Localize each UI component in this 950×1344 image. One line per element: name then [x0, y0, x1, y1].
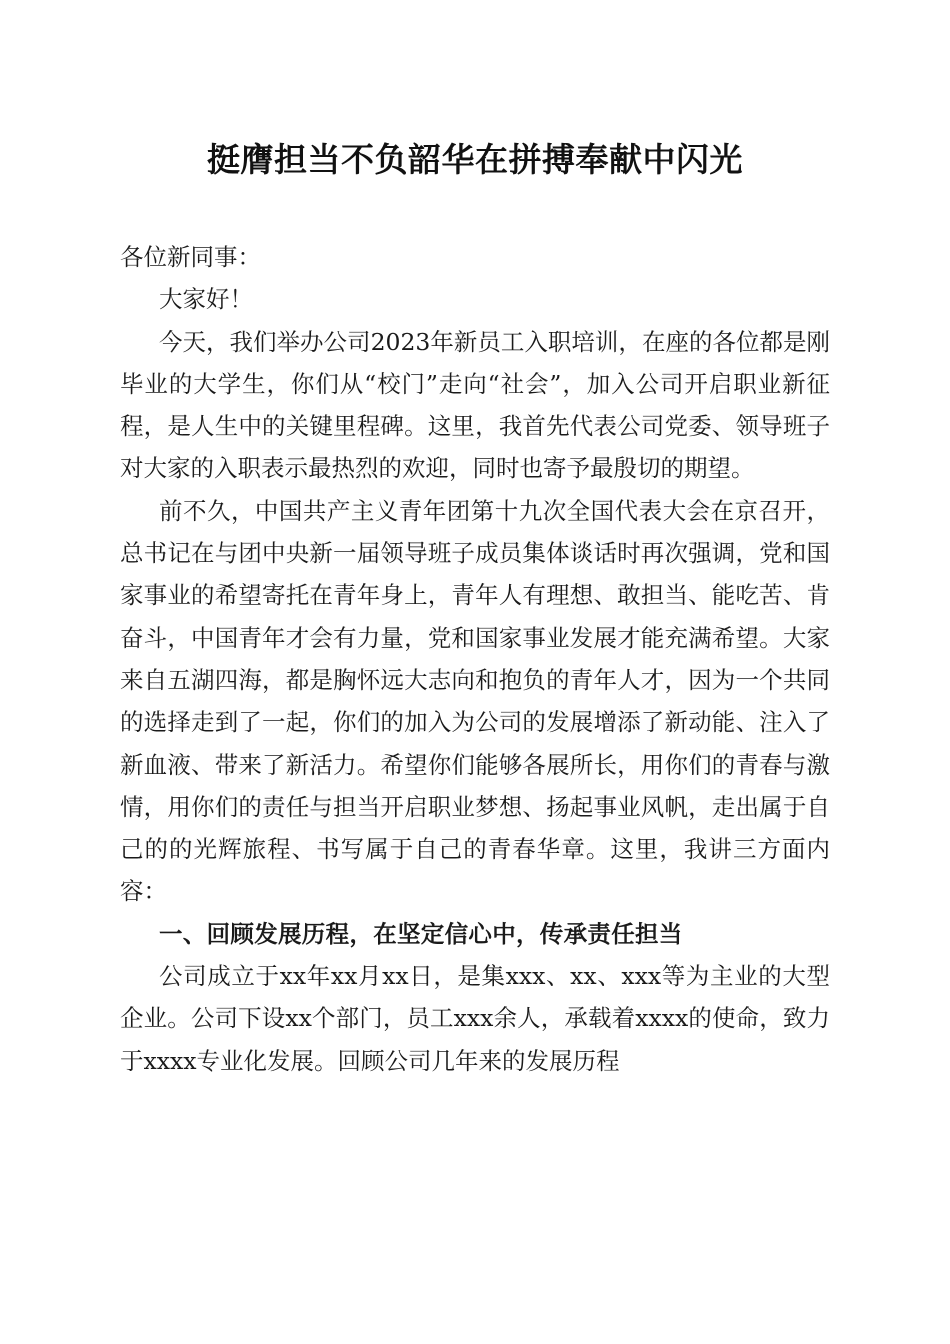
- document-title: 挺膺担当不负韶华在拼搏奉献中闪光: [207, 140, 743, 179]
- paragraph: 前不久，中国共产主义青年团第十九次全国代表大会在京召开，总书记在与团中央新一届领导班子成员集体谈话时再次强调，党和国家事业的希望寄托在青年身上，青年人有理想、敢担当、能吃苦、肯奋斗，中国青年才会有力量，党和国家事业发展才能充满希望。大家来自五湖四海，都是胸怀远大志向和抱负的青年人才，因为一个共同的选择走到了一起，你们的加入为公司的发展增添了新动能、注入了新血液、带来了新活力。希望你们能够各展所长，用你们的青春与激情，用你们的责任与担当开启职业梦想、扬起事业风帆，走出属于自己的的光辉旅程、书写属于自己的青春华章。这里，我讲三方面内容：: [120, 496, 830, 906]
- greeting: 大家好！: [159, 285, 253, 314]
- paragraph: 公司成立于xx年xx月xx日，是集xxx、xx、xxx等为主业的大型企业。公司下设xx个部门，员工xxx余人，承载着xxxx的使命，致力于xxxx专业化发展。回顾公司几年来的发展历程: [120, 962, 830, 1075]
- document-body: [120, 236, 830, 1082]
- section-heading: 一、回顾发展历程，在坚定信心中，传承责任担当: [159, 919, 683, 948]
- paragraph: 今天，我们举办公司2023年新员工入职培训，在座的各位都是刚毕业的大学生，你们从“校门”走向“社会”，加入公司开启职业新征程，是人生中的关键里程碑。这里，我首先代表公司党委、领导班子对大家的入职表示最热烈的欢迎，同时也寄予最殷切的期望。: [120, 327, 830, 483]
- salutation: 各位新同事：: [120, 243, 261, 271]
